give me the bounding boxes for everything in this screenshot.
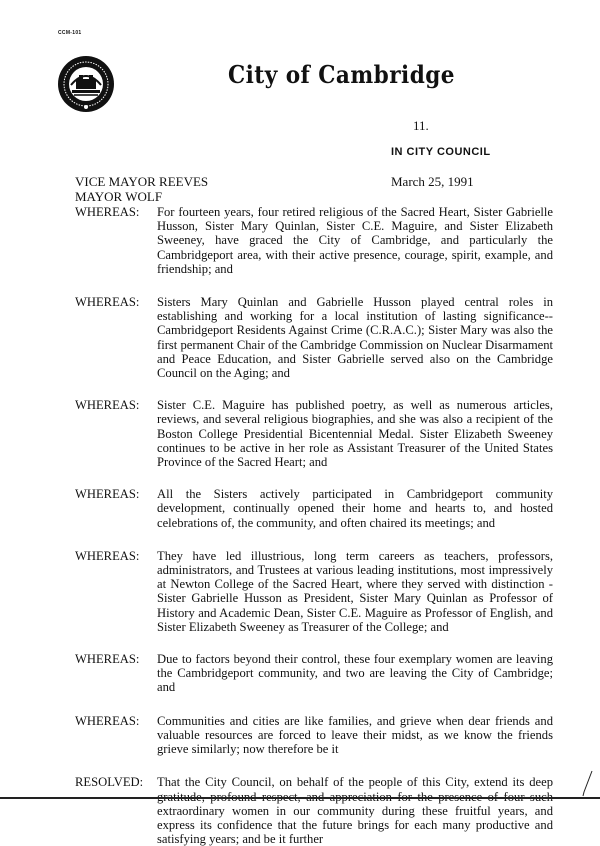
whereas-clause [75, 714, 555, 757]
whereas-clause [75, 652, 555, 695]
clause-label: WHEREAS: [75, 652, 140, 667]
clause-text: They have led illustrious, long term careers as teachers, professors, administrators, and Trustees at various leading institutions, most impressively at Newton College of the Sacred Heart, where they served with distinction - Sister Gabrielle Husson as President, Sister Mary Quinlan as Professor of History and Academic Dean, Sister C.E. Maguire as Professor of English, and Sister Elizabeth Sweeney as Treasurer of the College; and [157, 548, 553, 634]
whereas-clause [75, 398, 555, 469]
clause-label: WHEREAS: [75, 548, 140, 563]
document-title: City of Cambridge [228, 60, 455, 89]
whereas-clause [75, 295, 555, 380]
city-seal-icon [57, 55, 115, 113]
pen-mark-icon [580, 770, 594, 798]
bottom-rule [0, 797, 600, 799]
clause-label: WHEREAS: [75, 295, 140, 310]
sponsor: VICE MAYOR REEVES [75, 174, 209, 189]
whereas-clause [75, 487, 555, 530]
clause-label: WHEREAS: [75, 487, 140, 502]
clause-text: For fourteen years, four retired religious of the Sacred Heart, Sister Gabrielle Husson, Sister Mary Quinlan, Sister C.E. Maguire, and Sister Elizabeth Sweeney, have graced the City of Cambridge, and particularly the Cambridgeport area, with their active presence, courage, spirit, example, and friendship; and [157, 205, 553, 276]
item-number: 11. [413, 118, 429, 133]
document-date: March 25, 1991 [391, 174, 474, 189]
clause-label: RESOLVED: [75, 775, 144, 790]
resolved-clause [75, 775, 555, 846]
whereas-clause [75, 205, 555, 276]
clause-text: Due to factors beyond their control, these four exemplary women are leaving the Cambridgeport community, and two are leaving the City of Cambridge; and [157, 652, 553, 695]
clause-text: Communities and cities are like families, and grieve when dear friends and valuable resources are forced to leave their midst, as we know the friends grieve similarly; now therefore be it [157, 713, 553, 757]
clause-label: WHEREAS: [75, 398, 140, 413]
sponsors [75, 174, 208, 204]
clause-text: All the Sisters actively participated in Cambridgeport community development, continually opened their home and hearts to, and hosted celebrations of, the community, and often chaired its meetings; and [157, 487, 553, 530]
resolution-body [75, 205, 555, 846]
clause-text: That the City Council, on behalf of the people of this City, extend its deep extraordinary women in our community during these fruitful years, and express its confidence that the future brings for each many productive and satisfying years; and be it further [157, 775, 553, 846]
form-code: CCM-101 [58, 30, 82, 36]
clause-label: WHEREAS: [75, 713, 140, 728]
sponsor: MAYOR WOLF [75, 189, 163, 204]
clause-text: Sister C.E. Maguire has published poetry, as well as numerous articles, reviews, and several religious biographies, and she was also a recipient of the Boston College Presidential Bicentennial Medal. Sister Elizabeth Sweeney continues to be active in her role as Assistant Treasurer of the United States Province of the Sacred Heart; and [157, 398, 553, 470]
whereas-clause [75, 549, 555, 634]
council-heading: IN CITY COUNCIL [391, 146, 491, 158]
clause-label: WHEREAS: [75, 205, 140, 219]
clause-text: Sisters Mary Quinlan and Gabrielle Husson played central roles in establishing and working for a local institution of lasting significance--Cambridgeport Residents Against Crime (C.R.A.C.); Sister Mary was also the first permanent Chair of the Cambridge Commission on Nuclear Disarmament and Peace Education, and Sister Gabrielle served also on the Cambridge Council on the Aging; and [157, 295, 553, 381]
